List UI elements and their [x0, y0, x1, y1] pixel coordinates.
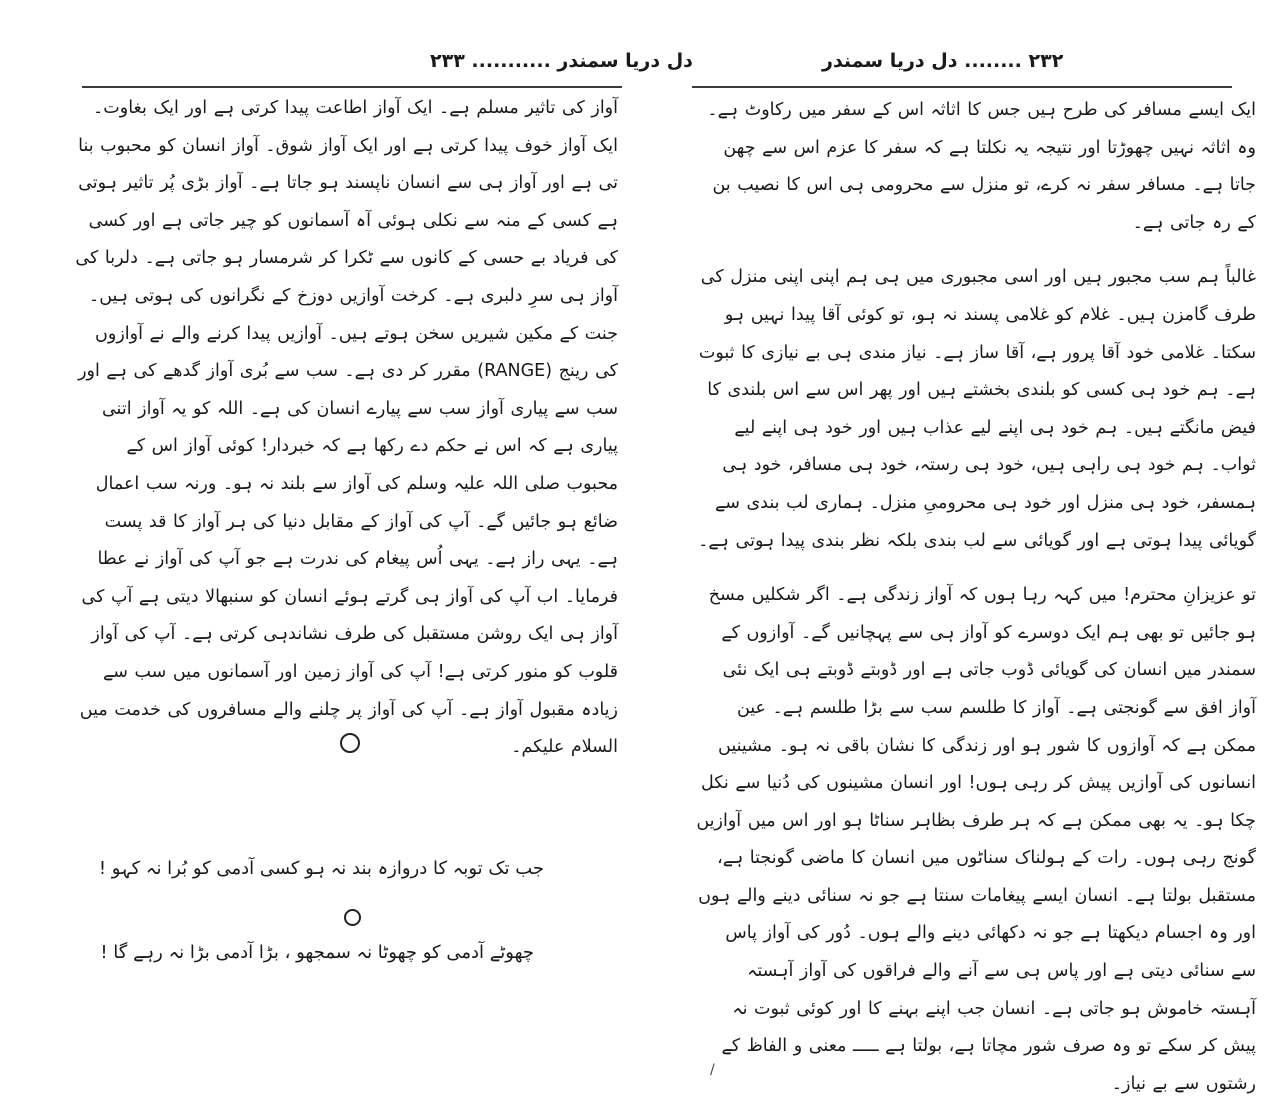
right-page: [644, 0, 1288, 1094]
page-header-right: ۲۳۲ ........ دل دریا سمندر: [822, 50, 1064, 72]
paragraph: آواز کی تاثیر مسلم ہے۔ ایک آواز اطاعت پیدا کرتی ہے اور ایک بغاوت۔ ایک آواز خوف پیدا کرتی ہے اور ایک آواز شوق۔ آواز انسان کو محبوب بنا تی ہے اور آواز ہی سے انسان ناپسند ہو جاتا ہے۔ آواز بڑی پُر تاثیر ہوتی ہے کسی کے منہ سے نکلی ہوئی آہ آسمانوں کو چیر جاتی ہے اور کسی کی فریاد بے حسی کے کانوں سے ٹکرا کر شرمسار ہو جاتی ہے۔ دلربا کی آواز ہی سرِ دلبری ہے۔ کرخت آوازیں دوزخ کے نگرانوں کی ہوتی ہیں۔ جنت کے مکین شیریں سخن ہوتے ہیں۔ آوازیں پیدا کرنے والے نے آوازوں کی رینج (RANGE) مقرر کر دی ہے۔ سب سے بُری آواز گدھے کی ہے اور سب سے پیاری آواز سب سے پیارے انسان کی ہے۔ اللہ کو یہ آواز اتنی پیاری ہے کہ اس نے حکم دے رکھا ہے کہ خبردار! کوئی آواز اس کے محبوب صلی اللہ علیہ وسلم کی آواز سے بلند نہ ہو۔ ورنہ سب اعمال ضائع ہو جائیں گے۔ آپ کی آواز کے مقابل دنیا کی ہر آواز کا قد پست ہے۔ یہی راز ہے۔ یہی اُس پیغام کی ندرت ہے جو آپ کی آواز نے عطا فرمایا۔ اب آپ کی آواز ہی گرتے ہوئے انسان کو سنبھالا دیتی ہے آپ کی آواز ہی ایک روشن مستقبل کی طرف نشاندہی کرتی ہے۔ آپ کی آواز قلوب کو منور کرتی ہے! آپ کی آواز زمین اور آسمانوں میں سب سے زیادہ مقبول آواز ہے۔ آپ کی آواز پر چلنے والے مسافروں کی خدمت میں السلام علیکم۔: [75, 98, 618, 758]
scan-mark: /: [710, 1062, 715, 1078]
paragraph: تو عزیزانِ محترم! میں کہہ رہا ہوں کہ آواز زندگی ہے۔ اگر شکلیں مسخ ہو جائیں تو بھی ہم ایک دوسرے کو آواز ہی سے پہچانیں گے۔ آوازوں کے سمندر میں انسان کی گویائی ڈوب جاتی ہے اور ڈوبتے ڈوبتے ہی ایک نئی آواز افق سے گونجتی ہے۔ آواز کا طلسم سب سے بڑا طلسم ہے۔ عین ممکن ہے کہ آوازوں کا شور ہو اور زندگی کا نشان باقی نہ ہو۔ مشینیں انسانوں کی آوازیں پیش کر رہی ہوں! اور انسان مشینوں کی دُنیا سے نکل چکا ہو۔ یہ بھی ممکن ہے کہ ہر طرف بظاہر سناٹا ہو اور اس میں آوازیں گونج رہی ہوں۔ رات کے ہولناک سناٹوں میں انسان کا ماضی گونجتا ہے، مستقبل بولتا ہے۔ انسان ایسے پیغامات سنتا ہے جو نہ سنائی دینے والے ہوں اور وہ اجسام دیکھتا ہے جو نہ دکھائی دینے والے ہوں۔ دُور کی آواز پاس سے سنائی دیتی ہے اور پاس ہی سے آنے والے فراقوں کی آواز آہستہ آہستہ خاموش ہو جاتی ہے۔ انسان جب اپنے بہنے کا اور کوئی ثبوت نہ پیش کر سکے تو وہ صرف شور مچاتا ہے، بولتا ہے ـــــ معنی و الفاظ کے رشتوں سے بے نیاز۔: [696, 585, 1256, 1094]
circle-ornament-icon: [340, 733, 360, 753]
quote-line: جب تک توبہ کا دروازہ بند نہ ہو کسی آدمی کو بُرا نہ کہو !: [98, 858, 544, 879]
paragraph: غالباً ہم سب مجبور ہیں اور اسی مجبوری میں ہی ہم اپنی اپنی منزل کی طرف گامزن ہیں۔ غلام کو غلامی پسند نہ ہو، تو کوئی آقا پیدا نہیں ہو سکتا۔ غلامی خود آقا پرور ہے، آقا ساز ہے۔ نیاز مندی ہی بے نیازی کا ثبوت ہے۔ ہم خود ہی کسی کو بلندی بخشتے ہیں اور پھر اس سے اس بلندی کا فیض مانگتے ہیں۔ ہم خود ہی اپنے لیے عذاب ہیں اور خود ہی اپنے لیے ثواب۔ ہم خود ہی راہی ہیں، خود ہی رستہ، خود ہی مسافر، خود ہی ہمسفر، خود ہی منزل اور خود ہی محرومیِ منزل۔ ہماری لب بندی سے گویائی پیدا ہوتی ہے اور گویائی سے لب بندی بلکہ نظر بندی پیدا ہوتی ہے۔: [698, 267, 1256, 551]
right-page-body: [696, 92, 1256, 1103]
circle-ornament-icon: [344, 909, 361, 926]
page-header-left: دل دریا سمندر ........... ۲۳۳: [430, 50, 693, 72]
header-rule-left: [82, 86, 622, 88]
paragraph: ایک ایسے مسافر کی طرح ہیں جس کا اثاثہ اس کے سفر میں رکاوٹ ہے۔ وہ اثاثہ نہیں چھوڑتا اور نتیجہ یہ نکلتا ہے کہ سفر کا عزم اس سے چھن جاتا ہے۔ مسافر سفر نہ کرے، تو منزل سے محرومی ہی اس کا نصیب بن کے رہ جاتی ہے۔: [707, 100, 1256, 233]
header-rule-right: [692, 86, 1232, 88]
left-page-body: [70, 90, 618, 767]
quote-line: چھوٹے آدمی کو چھوٹا نہ سمجھو ، بڑا آدمی بڑا نہ رہے گا !: [100, 942, 534, 963]
